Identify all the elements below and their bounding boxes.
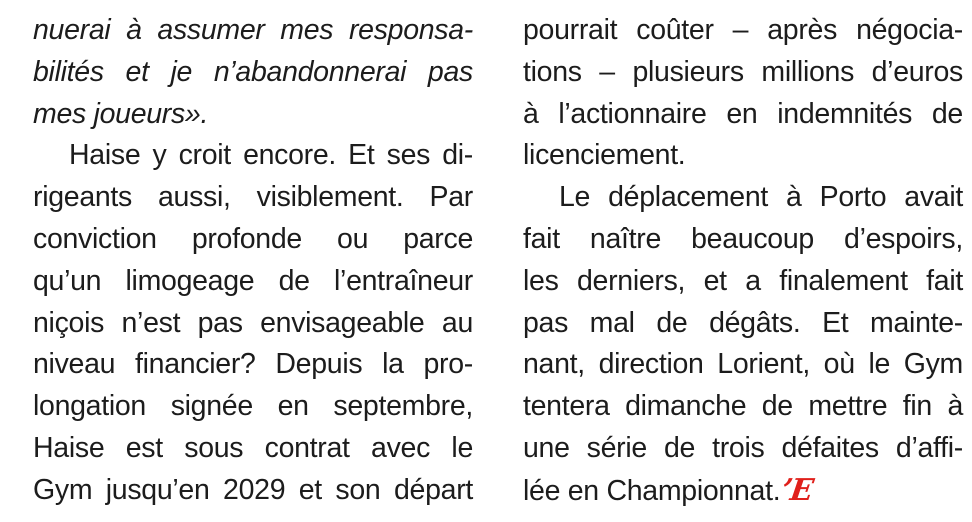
text-line (523, 52, 963, 94)
text-line (33, 386, 473, 428)
text-line (523, 428, 963, 470)
text-line-content: conviction profonde ou parce (33, 222, 473, 255)
text-line (33, 177, 473, 219)
text-line (523, 470, 963, 513)
text-line (523, 10, 963, 52)
text-line (523, 135, 963, 177)
text-line (33, 344, 473, 386)
text-line-content: Gym jusqu’en 2029 et son départ (33, 473, 473, 506)
text-line-content: à l’actionnaire en indemnités de (523, 97, 963, 130)
text-line-content: pas mal de dégâts. Et mainte- (523, 306, 963, 339)
text-line-content: pourrait coûter – après négocia- (523, 14, 963, 46)
text-line (33, 428, 473, 470)
article-column-right (523, 10, 963, 513)
text-line-content: Haise y croit encore. Et ses di- (69, 139, 473, 172)
end-of-article-mark: ’E (779, 472, 815, 508)
text-line-content: Haise est sous contrat avec le (33, 431, 473, 464)
article-column-left (33, 10, 473, 512)
text-line (33, 135, 473, 177)
text-line-content: qu’un limogeage de l’entraîneur (33, 264, 473, 297)
text-line (33, 52, 473, 94)
text-line (523, 344, 963, 386)
text-line-content: Le déplacement à Porto avait (559, 181, 963, 214)
text-line-content: nant, direction Lorient, où le Gym (523, 348, 963, 381)
text-line-content: tions – plusieurs millions d’euros (523, 55, 963, 88)
text-line-content: lée en Championnat. (523, 474, 781, 507)
text-line (33, 219, 473, 261)
text-line (33, 94, 473, 136)
text-line (33, 10, 473, 52)
text-line (523, 261, 963, 303)
text-line-content: les derniers, et a finalement fait (523, 264, 963, 297)
text-line (523, 219, 963, 261)
text-line (33, 303, 473, 345)
text-line (523, 386, 963, 428)
text-line (523, 177, 963, 219)
text-line-content: mes joueurs». (33, 97, 209, 130)
text-line-content: une série de trois défaites d’affi- (523, 431, 963, 464)
text-line-content: bilités et je n’abandonnerai pas (33, 55, 473, 88)
text-line-content: niçois n’est pas envisageable au (33, 306, 473, 339)
text-line-content: niveau financier? Depuis la pro- (33, 348, 473, 381)
text-line-content: nuerai à assumer mes responsa- (33, 14, 473, 46)
text-line (523, 94, 963, 136)
text-line (33, 261, 473, 303)
text-line-content: licenciement. (523, 139, 686, 172)
text-line (33, 470, 473, 512)
text-line (523, 303, 963, 345)
text-line-content: tentera dimanche de mettre fin à (523, 390, 963, 423)
text-line-content: longation signée en septembre, (33, 390, 473, 423)
text-line-content: rigeants aussi, visiblement. Par (33, 181, 473, 214)
text-line-content: fait naître beaucoup d’espoirs, (523, 222, 963, 255)
